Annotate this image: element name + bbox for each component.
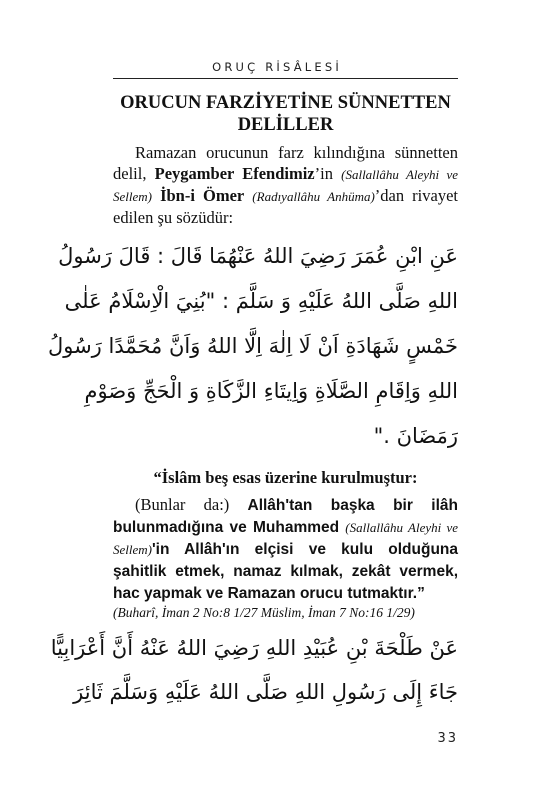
intro-paragraph: [113, 142, 458, 228]
intro-prophet-name: Peygamber Efendimiz: [154, 164, 315, 183]
arabic-line: عَنِ ابْنِ عُمَرَ رَضِيَ اللهُ عَنْهُمَا قَالَ : قَالَ رَسُولُ: [58, 244, 458, 268]
arabic-hadith-2: [50, 626, 458, 714]
intro-text-2: ’in: [314, 164, 342, 183]
arabic-line: خَمْسٍ شَهَادَةِ اَنْ لَا اِلٰهَ اِلَّا اللهُ وَاَنَّ مُحَمَّدًا رَسُولُ: [47, 334, 458, 358]
intro-text-3: [152, 186, 160, 205]
hadith-translation: [113, 494, 458, 604]
hadith-translation-heading: “İslâm beş esas üzerine kurulmuştur:: [153, 468, 418, 487]
quote-bold-1: Allâh'tan başka bir ilâh bulunmadığına ve Muhammed: [113, 497, 458, 536]
intro-text-1: Ramazan orucunun farz kılındığına sünnetten delil,: [113, 143, 458, 183]
quote-bold-2: 'in Allâh'ın elçisi ve kulu olduğuna şahitlik etmek, namaz kılmak, zekât vermek, hac yapmak ve Ramazan orucu tutmaktır.”: [113, 541, 458, 602]
quote-salawat: (Sallallâhu Aleyhi ve Sellem): [113, 520, 459, 557]
page-body: [47, 92, 459, 714]
intro-text-5: ’dan rivayet edilen şu sözüdür:: [113, 186, 458, 227]
arabic-line: جَاءَ إِلَى رَسُولِ اللهِ صَلَّى اللهُ عَلَيْهِ وَسَلَّمَ ثَائِرَ: [73, 680, 458, 704]
running-header: ORUÇ RİSÂLESİ: [212, 60, 342, 74]
quote-text-1: (Bunlar da:): [135, 495, 248, 514]
page-number: 33: [437, 731, 458, 746]
arabic-line: اللهِ صَلَّى اللهُ عَلَيْهِ وَ سَلَّمَ : "بُنِيَ الْاِسْلَامُ عَلٰى: [64, 289, 458, 313]
intro-narrator-name: İbn-i Ömer: [160, 186, 245, 205]
header-divider: [113, 78, 458, 79]
arabic-line: اللهِ وَاِقَامِ الصَّلَاةِ وَاِيتَاءِ الزَّكَاةِ وَ الْحَجِّ وَصَوْمِ: [84, 379, 458, 403]
arabic-hadith-1: [47, 234, 458, 459]
arabic-line: رَمَضَانَ .": [373, 424, 458, 448]
intro-salawat: (Sallallâhu Aleyhi ve Sellem): [113, 167, 458, 204]
arabic-line: عَنْ طَلْحَةَ بْنِ عُبَيْدِ اللهِ رَضِيَ اللهُ عَنْهُ أَنَّ أَعْرَابِيًّا: [50, 636, 458, 660]
hadith-source: (Buharî, İman 2 No:8 1/27 Müslim, İman 7 No:16 1/29): [113, 605, 415, 620]
intro-radiyallahu: (Radıyallâhu Anhüma): [252, 189, 375, 204]
section-title: ORUCUN FARZİYETİNE SÜNNETTEN DELİLLER: [120, 93, 451, 135]
